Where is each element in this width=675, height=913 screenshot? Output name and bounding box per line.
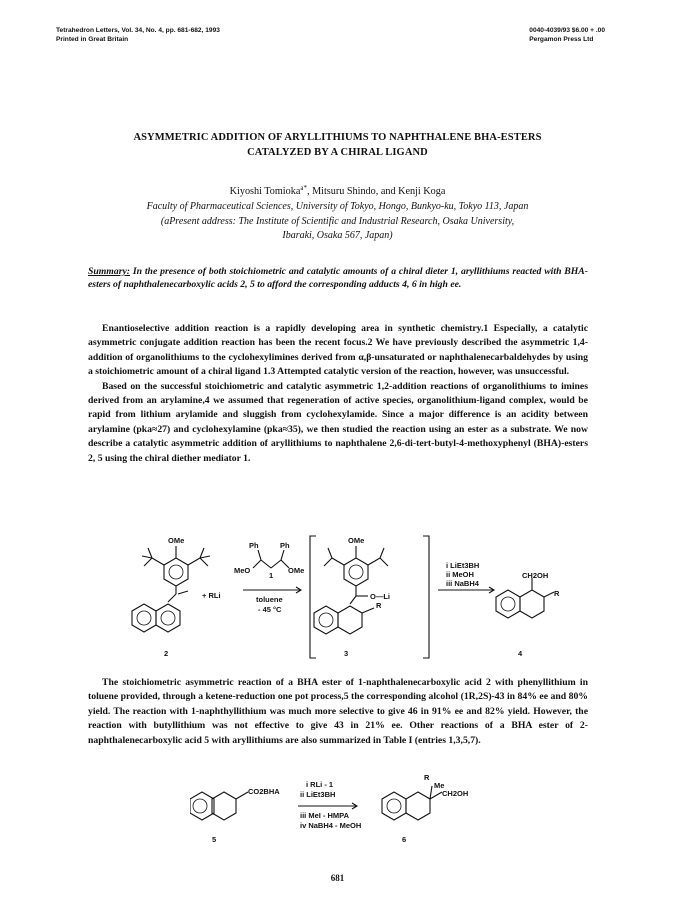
author-list: Kiyoshi Tomioka$^{a*}$, Mitsuru Shindo, and Kenji Koga bbox=[229, 184, 446, 197]
body-text-1 bbox=[88, 322, 588, 466]
reaction-scheme-2 bbox=[190, 770, 510, 850]
journal-citation bbox=[56, 26, 220, 44]
me-label: Me bbox=[434, 781, 445, 790]
ome-label: OMe bbox=[168, 536, 185, 545]
paragraph-3: The stoichiometric asymmetric reaction of a BHA ester of 1-naphthalenecarboxylic acid 2 with phenyllithium in toluene provided, through a ketene-reduction one pot process,5 the corresponding alcohol (1R,2S)-43 in 84% ee and 80% yield. The reaction with 1-naphthyllithium was much more selective to give 46 in 91% ee and 82% yield. However, the reaction with butyllithium was not effective to give 43 in 21% ee. Other reactions of a BHA ester of 2-naphthalenecarboxylic acid 5 with aryllithiums are also summarized in Table I (entries 1,3,5,7). bbox=[88, 677, 588, 746]
publisher-info bbox=[529, 26, 605, 44]
compound-3-label: 3 bbox=[344, 649, 349, 658]
compound-4-label: 4 bbox=[518, 649, 523, 658]
citation-line: Tetrahedron Letters, Vol. 34, No. 4, pp. 681-682, 1993 bbox=[56, 27, 220, 34]
rli-label: + RLi bbox=[202, 591, 221, 600]
reagent-step: i RLi - 1 bbox=[306, 780, 334, 789]
ph-label: Ph bbox=[280, 541, 290, 550]
compound-1-label: 1 bbox=[269, 571, 274, 580]
ch2oh-label: CH2OH bbox=[522, 571, 549, 580]
affiliation: Faculty of Pharmaceutical Sciences, University of Tokyo, Hongo, Bunkyo-ku, Tokyo 113, Japan (aPresent address: The Institute of Scientific and Industrial Research, Osaka University, Ibaraki, Osaka 567, Japan) bbox=[146, 201, 529, 241]
page-number: 681 bbox=[330, 873, 345, 883]
r-label: R bbox=[554, 589, 560, 598]
compound-5-label: 5 bbox=[212, 835, 217, 844]
title-line-1: ASYMMETRIC ADDITION OF ARYLLITHIUMS TO NAPHTHALENE BHA-ESTERS bbox=[133, 132, 542, 143]
co2bha-label: CO2BHA bbox=[248, 787, 280, 796]
summary: Summary: In the presence of both stoichiometric and catalytic amounts of a chiral dieter 1, aryllithiums reacted with BHA-esters of naphthalenecarboxylic acids 2, 5 to afford the corresponding adducts 4, 6 in high ee. bbox=[88, 266, 588, 291]
meo-label: MeO bbox=[234, 566, 251, 575]
printed-line: Printed in Great Britain bbox=[56, 36, 129, 43]
compound-2-label: 2 bbox=[164, 649, 169, 658]
ome-label: OMe bbox=[348, 536, 365, 545]
reagent-step: iii NaBH4 bbox=[446, 579, 479, 588]
r-label: R bbox=[424, 773, 430, 782]
reagent-step: i LiEt3BH bbox=[446, 561, 480, 570]
reagent-step: ii MeOH bbox=[446, 570, 474, 579]
price-line: 0040-4039/93 $6.00 + .00 bbox=[529, 27, 605, 34]
oli-label: O—Li bbox=[370, 592, 390, 601]
temperature-label: - 45 °C bbox=[258, 605, 282, 614]
paper-title bbox=[60, 130, 615, 160]
ome-label: OMe bbox=[288, 566, 305, 575]
paragraph-1: Enantioselective addition reaction is a rapidly developing area in synthetic chemistry.1 Especially, a catalytic asymmetric conjugate addition reaction has been the recent focus.2 We have previously described the asymmetric 1,4-addition of organolithiums to the cyclohexylimines derived from α,β-unsaturated or naphthalenecarbaldehydes by using a stoichiometric amount of a chiral ligand 1.3 Attempted catalytic version of the reaction, however, was unsuccessful. bbox=[88, 323, 588, 378]
solvent-label: toluene bbox=[256, 595, 283, 604]
body-text-2 bbox=[88, 676, 588, 748]
paragraph-2: Based on the successful stoichiometric and catalytic asymmetric 1,2-addition reactions of organolithiums to imines derived from an arylamine,4 we assumed that regeneration of active species, organolithium-ligand complex, would be rapid from lithium arylamide and sluggish from cyclohexylamide. Since a major difference is an acidity between arylamine (pka≈27) and cyclohexylamine (pka≈35), we then studied the reaction using an ester as a substrate. We now describe a catalytic asymmetric addition of aryllithiums to naphthalene 2,6-di-tert-butyl-4-methoxyphenyl (BHA)-esters 2, 5 using the chiral diether mediator 1. bbox=[88, 380, 588, 464]
ch2oh-label: CH2OH bbox=[442, 789, 469, 798]
ph-label: Ph bbox=[249, 541, 259, 550]
reagent-step: iii MeI - HMPA bbox=[300, 811, 350, 820]
title-line-2: CATALYZED BY A CHIRAL LIGAND bbox=[247, 147, 428, 158]
compound-6-label: 6 bbox=[402, 835, 407, 844]
reaction-scheme-1 bbox=[118, 528, 568, 673]
reagent-step: ii LiEt3BH bbox=[300, 790, 336, 799]
reagent-step: iv NaBH4 - MeOH bbox=[300, 821, 362, 830]
r-label: R bbox=[376, 601, 382, 610]
publisher-line: Pergamon Press Ltd bbox=[529, 36, 594, 43]
